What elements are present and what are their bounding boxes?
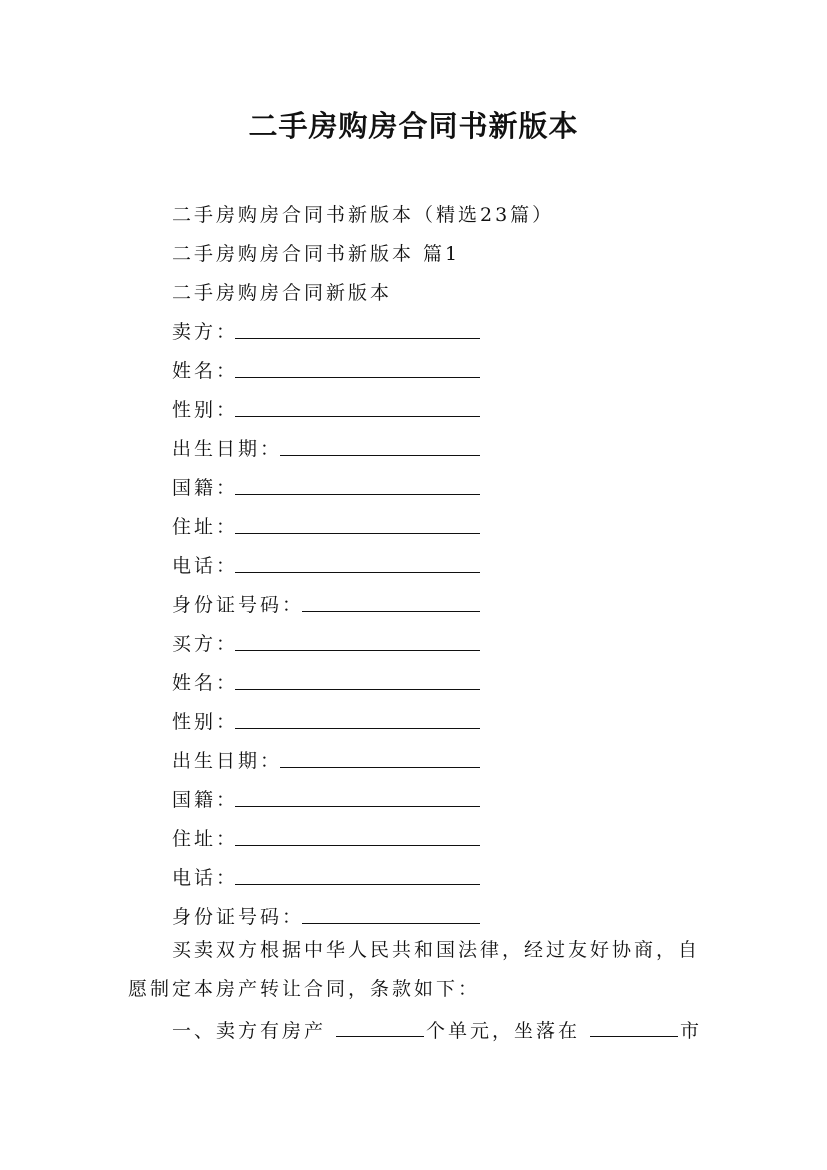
buyer-field xyxy=(172,629,238,656)
agreement-paragraph: 买卖双方根据中华人民共和国法律，经过友好协商，自愿制定本房产转让合同，条款如下： xyxy=(128,939,701,1000)
blank-line[interactable] xyxy=(590,1016,678,1037)
clause-suffix: 市 xyxy=(680,1020,703,1042)
blank-line[interactable] xyxy=(235,707,480,729)
field-label: 住址： xyxy=(172,828,239,850)
blank-line[interactable] xyxy=(235,824,480,846)
field-label: 住址： xyxy=(172,516,239,538)
blank-line[interactable] xyxy=(235,551,480,573)
blank-line[interactable] xyxy=(302,902,480,924)
buyer-nationality-field xyxy=(172,785,238,812)
intro-line-3: 二手房购房合同新版本 xyxy=(172,282,393,304)
field-label: 电话： xyxy=(172,867,239,889)
field-label: 国籍： xyxy=(172,477,239,499)
field-label: 卖方： xyxy=(172,321,239,343)
intro-line-1: 二手房购房合同书新版本（精选23篇） xyxy=(172,204,555,226)
intro-line-2: 二手房购房合同书新版本 篇1 xyxy=(172,243,461,265)
buyer-phone-field xyxy=(172,863,238,890)
blank-line[interactable] xyxy=(235,317,480,339)
buyer-address-field xyxy=(172,824,238,851)
field-label: 性别： xyxy=(172,711,239,733)
field-label: 姓名： xyxy=(172,360,239,382)
seller-name-field xyxy=(172,356,238,383)
buyer-name-field xyxy=(172,668,238,695)
field-label: 买方： xyxy=(172,633,239,655)
document-title: 二手房购房合同书新版本 xyxy=(248,109,579,143)
blank-line[interactable] xyxy=(280,434,480,456)
buyer-birthdate-field xyxy=(172,746,282,773)
blank-line[interactable] xyxy=(235,785,480,807)
clause-1 xyxy=(172,1016,702,1040)
blank-line[interactable] xyxy=(235,395,480,417)
clause-middle: 个单元，坐落在 xyxy=(426,1020,581,1042)
seller-id-field xyxy=(172,590,304,617)
clause-prefix: 一、卖方有房产 xyxy=(172,1020,327,1042)
seller-nationality-field xyxy=(172,473,238,500)
field-label: 电话： xyxy=(172,555,239,577)
seller-gender-field xyxy=(172,395,238,422)
seller-birthdate-field xyxy=(172,434,282,461)
field-label: 出生日期： xyxy=(172,438,283,460)
field-label: 姓名： xyxy=(172,672,239,694)
field-label: 国籍： xyxy=(172,789,239,811)
blank-line[interactable] xyxy=(235,668,480,690)
blank-line[interactable] xyxy=(235,512,480,534)
buyer-id-field xyxy=(172,902,304,929)
seller-address-field xyxy=(172,512,238,539)
blank-line[interactable] xyxy=(280,746,480,768)
field-label: 性别： xyxy=(172,399,239,421)
blank-line[interactable] xyxy=(235,863,480,885)
blank-line[interactable] xyxy=(302,590,480,612)
seller-field xyxy=(172,317,238,344)
field-label: 出生日期： xyxy=(172,750,283,772)
blank-line[interactable] xyxy=(235,629,480,651)
buyer-gender-field xyxy=(172,707,238,734)
blank-line[interactable] xyxy=(336,1016,424,1037)
blank-line[interactable] xyxy=(235,473,480,495)
seller-phone-field xyxy=(172,551,238,578)
field-label: 身份证号码： xyxy=(172,594,305,616)
field-label: 身份证号码： xyxy=(172,906,305,928)
blank-line[interactable] xyxy=(235,356,480,378)
